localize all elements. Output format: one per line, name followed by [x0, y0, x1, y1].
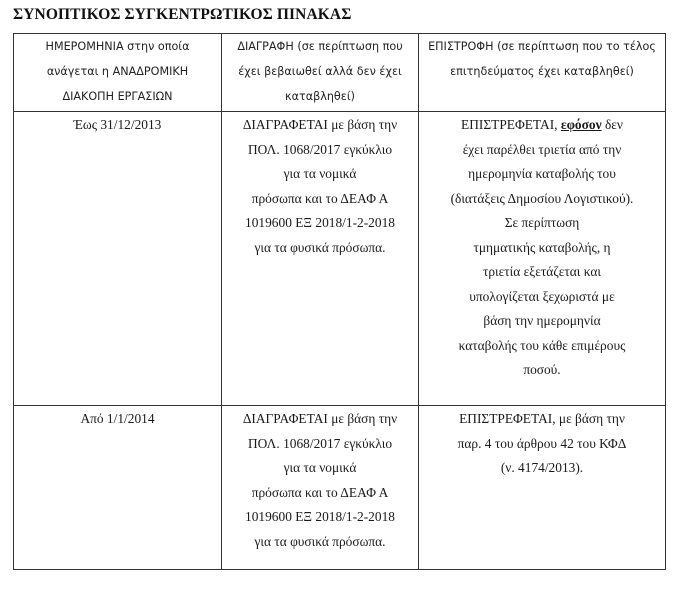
cell-line: για τα φυσικά πρόσωπα.	[254, 533, 386, 549]
date-cell	[14, 112, 222, 406]
cell-line: ΔΙΑΓΡΑΦΕΤΑΙ με βάση την	[242, 411, 398, 426]
cell-line: ΠΟΛ. 1068/2017 εγκύκλιο	[247, 435, 393, 451]
header-refund	[419, 34, 666, 112]
header-line: ΗΜΕΡΟΜΗΝΙΑ στην οποία	[45, 40, 190, 53]
document-title: ΣΥΝΟΠΤΙΚΟΣ ΣΥΓΚΕΝΤΡΩΤΙΚΟΣ ΠΙΝΑΚΑΣ	[13, 6, 352, 23]
refund-continuation: δεν	[601, 117, 623, 132]
header-line: έχει βεβαιωθεί αλλά δεν έχει	[238, 65, 402, 78]
cell-line: (διατάξεις Δημοσίου Λογιστικού).	[450, 190, 634, 206]
cell-line: ΠΟΛ. 1068/2017 εγκύκλιο	[247, 141, 393, 157]
date-cell	[14, 406, 222, 570]
header-line: επιτηδεύματος έχει καταβληθεί)	[450, 65, 634, 78]
cell-line: ΔΙΑΓΡΑΦΕΤΑΙ με βάση την	[242, 117, 398, 132]
cell-line: έχει παρέλθει τριετία από την	[462, 141, 622, 157]
cell-line: πρόσωπα και το ΔΕΑΦ Α	[251, 190, 389, 206]
cell-line: για τα νομικά	[283, 166, 357, 181]
refund-cell	[419, 112, 666, 406]
header-line: ΔΙΑΚΟΠΗ ΕΡΓΑΣΙΩΝ	[62, 90, 173, 103]
header-line: καταβληθεί)	[285, 90, 355, 103]
cell-line: 1019600 ΕΞ 2018/1-2-2018	[245, 509, 395, 524]
date-text: Από 1/1/2014	[80, 411, 155, 426]
emphasis-text: εφόσον	[560, 117, 602, 132]
table-row	[14, 112, 666, 406]
cell-line: παρ. 4 του άρθρου 42 του ΚΦΔ	[457, 435, 627, 451]
cell-line: τριετία εξετάζεται και	[482, 264, 601, 279]
summary-table	[13, 33, 666, 570]
refund-cell	[419, 406, 666, 570]
table-row	[14, 406, 666, 570]
header-deletion	[222, 34, 419, 112]
header-line: ΕΠΙΣΤΡΟΦΗ (σε περίπτωση που το τέλος	[428, 40, 656, 53]
header-date	[14, 34, 222, 112]
cell-line: ημερομηνία καταβολής του	[468, 166, 616, 181]
cell-line: 1019600 ΕΞ 2018/1-2-2018	[245, 215, 395, 230]
cell-line: (ν. 4174/2013).	[500, 460, 584, 475]
cell-line: καταβολής του κάθε επιμέρους	[458, 337, 626, 353]
table-header-row	[14, 34, 666, 112]
deletion-cell	[222, 406, 419, 570]
cell-line: για τα φυσικά πρόσωπα.	[254, 239, 386, 255]
refund-verb: ΕΠΙΣΤΡΕΦΕΤΑΙ,	[461, 117, 561, 132]
cell-line	[423, 113, 661, 138]
cell-line: τμηματικής καταβολής, η	[473, 239, 611, 255]
cell-line: πρόσωπα και το ΔΕΑΦ Α	[251, 484, 389, 500]
header-line: ανάγεται η ΑΝΑΔΡΟΜΙΚΗ	[46, 65, 189, 78]
cell-line: ποσού.	[523, 362, 561, 377]
cell-line: ΕΠΙΣΤΡΕΦΕΤΑΙ, με βάση την	[459, 411, 625, 426]
cell-line: Σε περίπτωση	[504, 215, 580, 230]
cell-line: υπολογίζεται ξεχωριστά με	[469, 288, 615, 304]
cell-line: για τα νομικά	[283, 460, 357, 475]
deletion-cell	[222, 112, 419, 406]
header-line: ΔΙΑΓΡΑΦΗ (σε περίπτωση που	[237, 40, 403, 53]
date-text: Έως 31/12/2013	[73, 117, 162, 132]
cell-line: βάση την ημερομηνία	[483, 313, 601, 328]
